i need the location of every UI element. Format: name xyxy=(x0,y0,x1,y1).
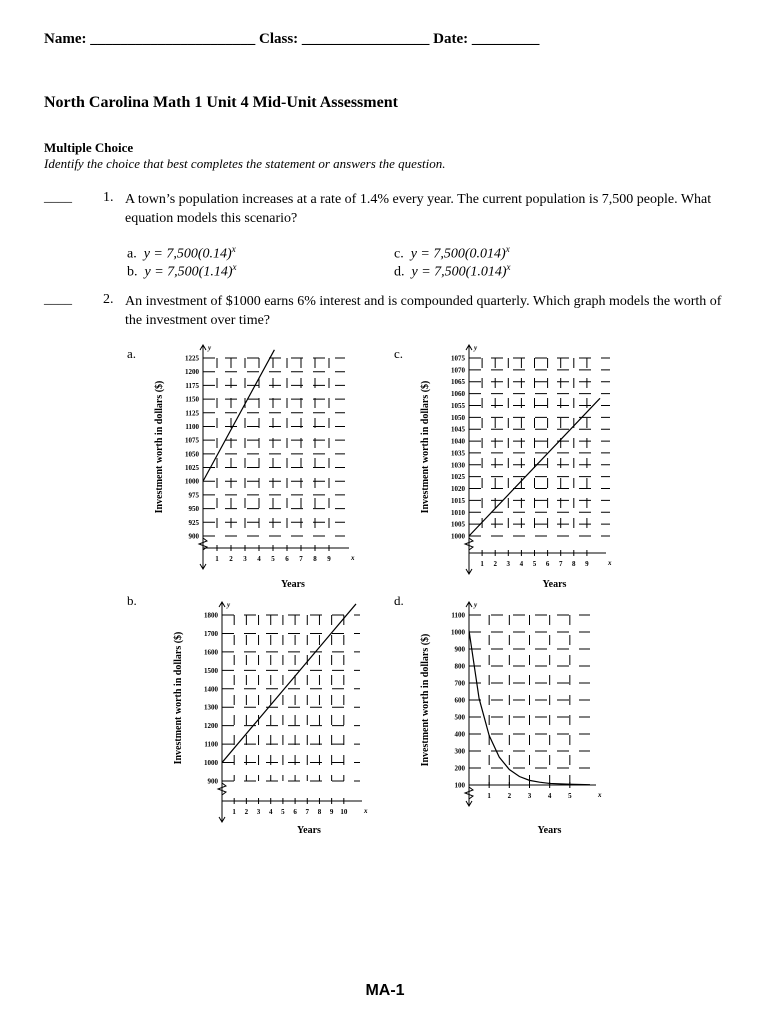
y-axis-label: Investment worth in dollars ($) xyxy=(173,631,184,765)
y-tick-label: 1800 xyxy=(204,611,218,620)
x-tick-label: 6 xyxy=(285,555,289,563)
y-tick-label: 1200 xyxy=(185,368,199,377)
y-tick-label: 1040 xyxy=(451,437,465,446)
x-axis-label: Years xyxy=(297,825,321,836)
y-tick-label: 925 xyxy=(188,518,199,527)
y-axis-label: Investment worth in dollars ($) xyxy=(420,380,431,514)
x-tick-label: 8 xyxy=(313,555,317,563)
y-tick-label: 600 xyxy=(454,696,465,705)
x-tick-label: 5 xyxy=(532,560,537,568)
y-tick-label: 1030 xyxy=(451,461,465,470)
x-tick-label: 9 xyxy=(329,808,334,816)
y-tick-label: 900 xyxy=(454,645,465,654)
y-tick-label: 1000 xyxy=(451,628,465,637)
y-tick-label: 1600 xyxy=(204,648,218,657)
y-tick-label: 300 xyxy=(454,747,465,756)
y-tick-label: 1015 xyxy=(451,496,465,505)
question-text-2: An investment of $1000 earns 6% interest and is compounded quarterly. Which graph models the worth of the investment over time? xyxy=(125,294,722,328)
choice-exponent: x xyxy=(505,244,510,254)
section-instructions: Identify the choice that best completes the statement or answers the question. xyxy=(44,156,446,171)
x-tick-label: 1 xyxy=(487,792,491,800)
y-tick-label: 1000 xyxy=(185,477,199,486)
y-tick-label: 1000 xyxy=(204,759,218,768)
x-tick-label: 4 xyxy=(257,555,261,563)
x-tick-label: 2 xyxy=(507,792,512,800)
date-label: Date: xyxy=(433,31,469,47)
x-tick-label: 1 xyxy=(480,560,484,568)
y-tick-label: 1060 xyxy=(451,390,465,399)
question-number-2: 2. xyxy=(103,292,114,307)
graph-option-a[interactable]: a. xyxy=(127,346,137,361)
y-tick-label: 1075 xyxy=(185,436,199,445)
y-tick-label: 200 xyxy=(454,764,465,773)
y-tick-label: 1050 xyxy=(185,450,199,459)
class-field[interactable]: _________________ xyxy=(301,31,430,47)
y-tick-label: 1070 xyxy=(451,366,465,375)
y-tick-label: 1055 xyxy=(451,401,465,410)
choice-exponent: x xyxy=(231,244,236,254)
y-tick-label: 900 xyxy=(207,777,218,786)
x-axis-name: x xyxy=(364,807,368,815)
y-tick-label: 1035 xyxy=(451,449,465,458)
x-tick-label: 2 xyxy=(229,555,233,563)
x-tick-label: 1 xyxy=(215,555,219,563)
question-number-1: 1. xyxy=(103,190,114,205)
y-tick-label: 950 xyxy=(188,505,199,514)
y-tick-label: 1700 xyxy=(204,629,218,638)
choice-equation: y = 7,500(0.14) xyxy=(143,246,232,262)
choice-exponent: x xyxy=(232,262,237,272)
x-tick-label: 3 xyxy=(243,555,247,563)
y-axis-name: y xyxy=(474,344,478,352)
y-tick-label: 1500 xyxy=(204,666,218,675)
name-field[interactable]: ______________________ xyxy=(90,31,256,47)
x-tick-label: 6 xyxy=(545,560,550,568)
x-tick-label: 5 xyxy=(281,808,285,816)
x-tick-label: 2 xyxy=(244,808,249,816)
y-tick-label: 400 xyxy=(454,730,465,739)
answer-blank-2[interactable]: ____ xyxy=(44,292,72,307)
y-tick-label: 800 xyxy=(454,662,465,671)
y-axis-label: Investment worth in dollars ($) xyxy=(420,633,431,767)
x-tick-label: 4 xyxy=(268,808,273,816)
y-tick-label: 500 xyxy=(454,713,465,722)
choice-letter: b. xyxy=(127,264,138,280)
x-tick-label: 8 xyxy=(572,560,576,568)
y-tick-label: 1200 xyxy=(204,722,218,731)
graph-option-b[interactable]: b. xyxy=(127,593,137,608)
y-tick-label: 1050 xyxy=(451,413,465,422)
choice-exponent: x xyxy=(506,262,511,272)
y-tick-label: 975 xyxy=(188,491,199,500)
x-axis-name: x xyxy=(608,559,612,567)
y-tick-label: 1400 xyxy=(204,685,218,694)
y-tick-label: 1225 xyxy=(185,354,199,363)
x-tick-label: 7 xyxy=(558,560,563,568)
x-tick-label: 8 xyxy=(317,808,322,816)
x-tick-label: 10 xyxy=(340,808,348,816)
x-tick-label: 9 xyxy=(585,560,589,568)
y-tick-label: 1000 xyxy=(451,532,465,541)
y-tick-label: 1075 xyxy=(451,354,465,363)
section-heading: Multiple Choice xyxy=(44,140,134,155)
x-tick-label: 3 xyxy=(527,792,532,800)
choice-letter: a. xyxy=(127,246,137,262)
graph-option-d[interactable]: d. xyxy=(394,593,404,608)
x-tick-label: 4 xyxy=(547,792,552,800)
choice-equation: y = 7,500(1.014) xyxy=(411,264,507,280)
y-tick-label: 1100 xyxy=(451,611,465,620)
y-axis-name: y xyxy=(208,344,212,352)
choice-letter: c. xyxy=(394,246,404,262)
name-label: Name: xyxy=(44,31,87,47)
y-axis-name: y xyxy=(227,601,231,609)
x-tick-label: 2 xyxy=(493,560,497,568)
y-tick-label: 100 xyxy=(454,781,465,790)
class-label: Class: xyxy=(258,31,299,47)
x-tick-label: 7 xyxy=(299,555,303,563)
y-tick-label: 1025 xyxy=(451,473,465,482)
y-axis-label: Investment worth in dollars ($) xyxy=(154,380,165,514)
y-tick-label: 1100 xyxy=(204,740,218,749)
y-tick-label: 1010 xyxy=(451,508,465,517)
choice-letter: d. xyxy=(394,264,405,280)
y-tick-label: 900 xyxy=(188,532,199,541)
x-axis-label: Years xyxy=(542,579,567,590)
y-tick-label: 1045 xyxy=(451,425,465,434)
x-axis-name: x xyxy=(351,554,355,562)
x-axis-label: Years xyxy=(281,579,305,590)
x-tick-label: 5 xyxy=(271,555,275,563)
x-tick-label: 5 xyxy=(568,792,572,800)
x-tick-label: 4 xyxy=(519,560,524,568)
graph-option-c[interactable]: c. xyxy=(394,346,404,361)
x-tick-label: 9 xyxy=(327,555,331,563)
y-tick-label: 1065 xyxy=(451,378,465,387)
page-footer: MA-1 xyxy=(365,982,405,999)
x-axis-name: x xyxy=(598,791,602,799)
x-tick-label: 3 xyxy=(506,560,511,568)
x-tick-label: 7 xyxy=(305,808,310,816)
y-tick-label: 1100 xyxy=(185,422,199,431)
y-tick-label: 1150 xyxy=(185,395,199,404)
y-tick-label: 1005 xyxy=(451,520,465,529)
y-tick-label: 700 xyxy=(454,679,465,688)
choice-equation: y = 7,500(0.014) xyxy=(410,246,506,262)
choice-equation: y = 7,500(1.14) xyxy=(144,264,233,280)
x-tick-label: 1 xyxy=(232,808,236,816)
y-tick-label: 1025 xyxy=(185,464,199,473)
y-tick-label: 1300 xyxy=(204,703,218,712)
answer-blank-1[interactable]: ____ xyxy=(44,190,72,205)
y-tick-label: 1020 xyxy=(451,485,465,494)
x-axis-label: Years xyxy=(537,825,562,836)
x-tick-label: 6 xyxy=(293,808,297,816)
y-tick-label: 1175 xyxy=(185,381,199,390)
y-tick-label: 1125 xyxy=(185,409,199,418)
page-title: North Carolina Math 1 Unit 4 Mid-Unit Assessment xyxy=(44,94,398,111)
x-tick-label: 3 xyxy=(256,808,261,816)
y-axis-name: y xyxy=(474,601,478,609)
date-field[interactable]: _________ xyxy=(471,31,540,47)
question-text-1: A town’s population increases at a rate of 1.4% every year. The current population is 7,500 people. What equation models this scenario? xyxy=(125,192,712,226)
